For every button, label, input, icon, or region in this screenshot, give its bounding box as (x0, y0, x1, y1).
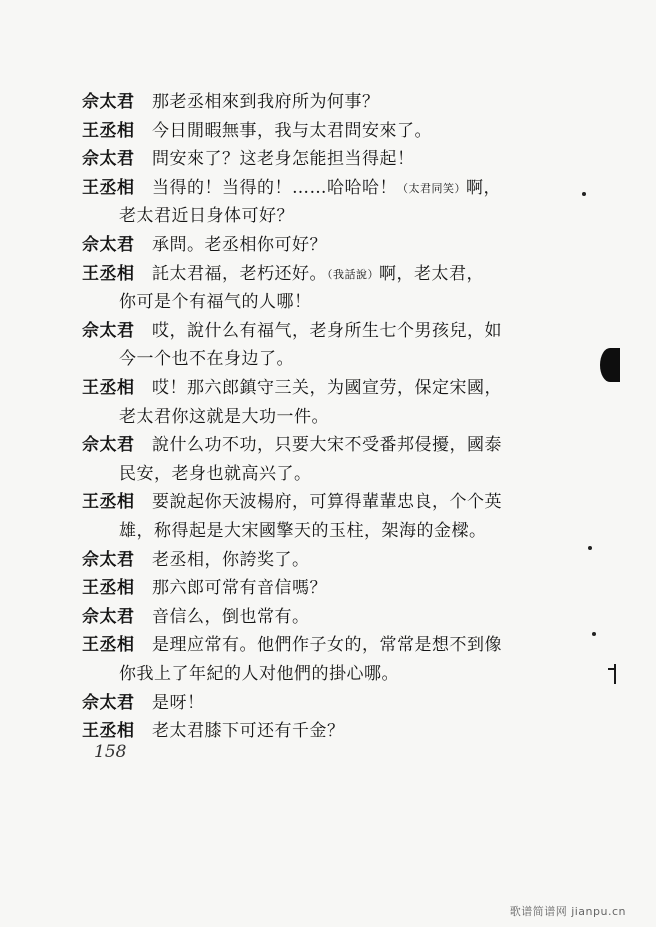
dialogue-text: 老太君近日身体可好？ (119, 206, 294, 227)
dialogue-line-continuation (119, 517, 487, 545)
speaker-name: 王丞相 (82, 635, 135, 656)
dialogue-text: 雄，称得起是大宋國擎天的玉柱，架海的金樑。 (119, 521, 487, 541)
dialogue-text: 啊，老太君， (379, 263, 484, 284)
dialogue-line-continuation (119, 288, 312, 316)
dialogue-text: 承問。老丞相你可好？ (152, 235, 327, 255)
scan-speck (582, 192, 586, 196)
dialogue-line-continuation (119, 345, 294, 373)
watermark: 歌谱简谱网 jianpu.cn (509, 905, 626, 918)
dialogue-text: 老太君膝下可还有千金？ (152, 721, 345, 742)
dialogue-line (82, 317, 502, 345)
dialogue-text: 哎，說什么有福气，老身所生七个男孩兒，如 (152, 320, 502, 341)
dialogue-text: 当得的！当得的！……哈哈哈！ (152, 177, 397, 198)
dialogue-line (82, 574, 327, 602)
speaker-name: 佘太君 (82, 549, 135, 570)
speaker-name: 佘太君 (82, 92, 135, 112)
speaker-name: 佘太君 (82, 692, 135, 713)
dialogue-line (82, 374, 502, 402)
speaker-name: 佘太君 (82, 606, 135, 627)
dialogue-line (82, 88, 380, 116)
stage-direction: （我話說） (327, 267, 379, 281)
speaker-name: 王丞相 (82, 263, 135, 284)
dialogue-line (82, 145, 415, 173)
dialogue-line (82, 260, 484, 288)
dialogue-line (82, 431, 502, 459)
scan-edge-mark (614, 664, 616, 684)
dialogue-line-continuation (119, 403, 329, 431)
dialogue-line (82, 231, 327, 259)
stage-direction: （太君同笑） (397, 181, 466, 195)
dialogue-text: 啊， (466, 177, 501, 198)
dialogue-text: 今一个也不在身边了。 (119, 349, 294, 370)
speaker-name: 王丞相 (82, 721, 135, 742)
dialogue-text: 今日閒暇無事，我与太君問安來了。 (152, 120, 432, 141)
dialogue-line (82, 488, 502, 516)
dialogue-text: 說什么功不功，只要大宋不受番邦侵擾，國泰 (152, 435, 502, 456)
speaker-name: 王丞相 (82, 378, 135, 398)
speaker-name: 王丞相 (82, 120, 135, 141)
dialogue-text: 那六郎可常有音信嗎？ (152, 578, 327, 599)
dialogue-line (82, 717, 345, 745)
dialogue-text: 音信么，倒也常有。 (152, 606, 310, 627)
dialogue-text: 老太君你这就是大功一件。 (119, 406, 329, 427)
dialogue-text: 要說起你天波楊府，可算得輩輩忠良，个个英 (152, 492, 502, 513)
speaker-name: 佘太君 (82, 320, 135, 341)
dialogue-text: 問安來了？这老身怎能担当得起！ (152, 149, 415, 170)
scan-speck (588, 546, 592, 550)
scan-speck (592, 632, 596, 636)
speaker-name: 王丞相 (82, 578, 135, 599)
speaker-name: 王丞相 (82, 492, 135, 513)
speaker-name: 佘太君 (82, 149, 135, 170)
dialogue-text: 你我上了年紀的人对他們的掛心哪。 (119, 664, 399, 684)
dialogue-text: 民安，老身也就高兴了。 (119, 463, 312, 484)
dialogue-line (82, 631, 502, 659)
dialogue-line (82, 603, 310, 631)
dialogue-text: 你可是个有福气的人哪！ (119, 292, 312, 313)
dialogue-text: 哎！那六郎鎮守三关，为國宣劳，保定宋國， (152, 378, 502, 398)
dialogue-text: 是理应常有。他們作子女的，常常是想不到像 (152, 635, 502, 656)
scan-edge-blot (600, 348, 620, 382)
dialogue-text: 那老丞相來到我府所为何事？ (152, 92, 380, 112)
page-number: 158 (94, 742, 127, 762)
speaker-name: 王丞相 (82, 177, 135, 198)
dialogue-line-continuation (119, 460, 312, 488)
dialogue-text: 是呀！ (152, 692, 205, 713)
dialogue-text: 託太君福，老朽还好。 (152, 263, 327, 284)
dialogue-line (82, 546, 310, 574)
dialogue-text: 老丞相，你誇奖了。 (152, 549, 310, 570)
speaker-name: 佘太君 (82, 235, 135, 255)
dialogue-line-continuation (119, 660, 399, 688)
dialogue-line (82, 689, 205, 717)
dialogue-line (82, 174, 501, 202)
dialogue-line-continuation (119, 202, 294, 230)
scan-edge-mark (608, 668, 614, 670)
dialogue-line (82, 117, 432, 145)
speaker-name: 佘太君 (82, 435, 135, 456)
